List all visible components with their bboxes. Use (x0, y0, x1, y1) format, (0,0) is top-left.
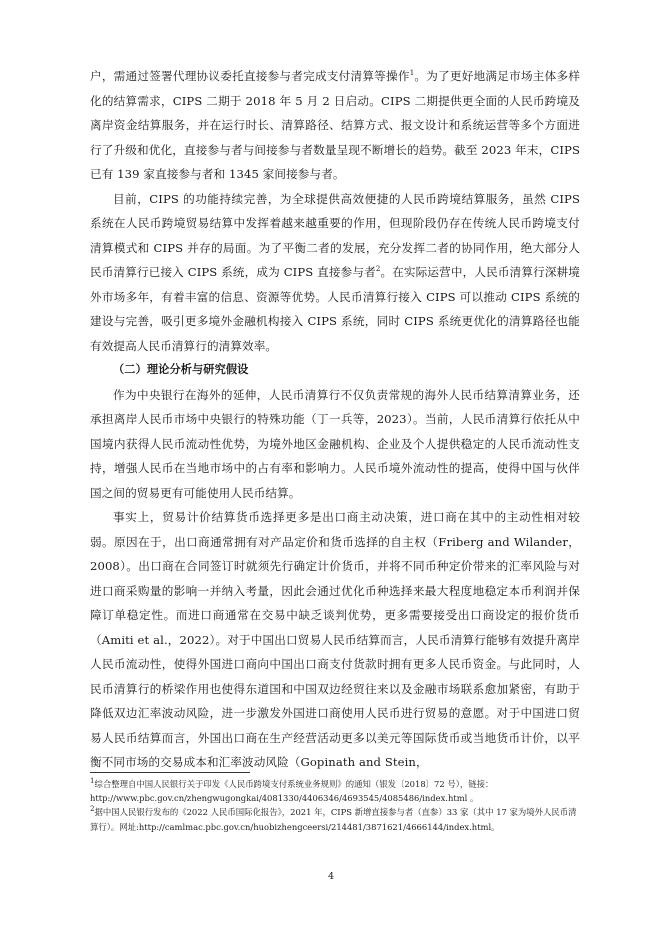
footnote-ref-2[interactable]: 2 (375, 265, 381, 274)
section-heading: （二）理论分析与研究假设 (113, 363, 249, 376)
footnote-separator (90, 772, 250, 773)
footnote-text: 综合整理自中国人民银行关于印发《人民币跨境支付系统业务规则》的通知（银发〔2018〕72 号），链接：http://www.pbc.gov.cn/zhengwugongkai/4081330/4406346/4693545/4085486/index.html 。 (90, 779, 494, 804)
paragraph-clearing-bank-role: 作为中央银行在海外的延伸，人民币清算行不仅负责常规的海外人民币结算清算业务，还承担离岸人民币市场中央银行的特殊功能（丁一兵等，2023）。当前，人民币清算行依托从中国境内获得人民币流动性优势，为境外地区金融机构、企业及个人提供稳定的人民币流动性支持，增强人民币在当地市场中的占有率和影响力。人民币境外流动性的提高，使得中国与伙伴国之间的贸易更有可能使用人民币结算。 (90, 387, 580, 500)
paragraph-cips-phase-two (90, 64, 580, 187)
paragraph-text: 。在实际运营中，人民币清算行深耕境外市场多年，有着丰富的信息、资源等优势。人民币清算行接入 CIPS 可以推动 CIPS 系统的建设与完善，吸引更多境外金融机构接入 CIPS 系统，同时 CIPS 系统更优化的清算路径也能有效提高人民币清算行的清算效率。 (90, 265, 580, 353)
paragraph-text: 户，需通过签署代理协议委托直接参与者完成支付清算等操作 (90, 69, 410, 83)
footnote-text: 据中国人民银行发布的《2022 人民币国际化报告》，2021 年，CIPS 新增直接参与者（直参）33 家（其中 17 家为境外人民币清算行）。网址:http://camlmac.pbc.gov.cn/huobizhengceersi/214481/3871621/4666144/index.html。 (90, 807, 577, 832)
paragraph-text: 。为了更好地满足市场主体多样化的结算需求，CIPS 二期于 2018 年 5 月 2 日启动。CIPS 二期提供更全面的人民币跨境及离岸资金结算服务，并在运行时长、清算路径、结算方式、报文设计和系统运营等多个方面进行了升级和优化，直接参与者与间接参与者数量呈现不断增长的趋势。截至 2023 年末，CIPS 已有 139 家直接参与者和 1345 家间接参与者。 (90, 69, 581, 181)
footnote-mark: 1 (90, 777, 95, 786)
footnote-ref-1[interactable]: 1 (409, 69, 415, 78)
footnote-1 (90, 777, 582, 805)
paragraph-cips-status (90, 187, 580, 359)
paragraph-invoicing-currency: 事实上，贸易计价结算货币选择更多是出口商主动决策，进口商在其中的主动性相对较弱。原因在于，出口商通常拥有对产品定价和货币选择的自主权（Friberg and Wilander，2008）。出口商在合同签订时就须先行确定计价货币，并将不同币种定价带来的汇率风险与对进口商采购量的影响一并纳入考量，因此会通过优化币种选择来最大程度地稳定本币利润并保障订单稳定性。而进口商通常在交易中缺乏谈判优势，更多需要接受出口商设定的报价货币（Amiti et al.，2022）。对于中国出口贸易人民币结算而言，人民币清算行能够有效提升离岸人民币流动性，使得外国进口商向中国出口商支付货款时拥有更多人民币资金。与此同时，人民币清算行的桥梁作用也使得东道国和中国双边经贸往来以及金融市场联系愈加紧密，有助于降低双边汇率波动风险，进一步激发外国进口商使用人民币进行贸易的意愿。对于中国进口贸易人民币结算而言，外国出口商在生产经营活动更多以美元等国际货币或当地货币计价，以平衡不同市场的交易成本和汇率波动风险（Gopinath and Stein， (90, 510, 580, 769)
page-number: 4 (327, 871, 335, 882)
footnotes (90, 777, 582, 834)
body-text (90, 64, 580, 775)
footnote-mark: 2 (90, 805, 95, 814)
paragraph-text: 目前，CIPS 的功能持续完善，为全球提供高效便捷的人民币跨境结算服务，虽然 CIPS 系统在人民币跨境贸易结算中发挥着越来越重要的作用，但现阶段仍存在传统人民币跨境支付清算模式和 CIPS 并存的局面。为了平衡二者的发展，充分发挥二者的协同作用，绝大部分人民币清算行已接入 CIPS 系统，成为 CIPS 直接参与者 (90, 191, 580, 279)
footnote-2 (90, 805, 582, 833)
